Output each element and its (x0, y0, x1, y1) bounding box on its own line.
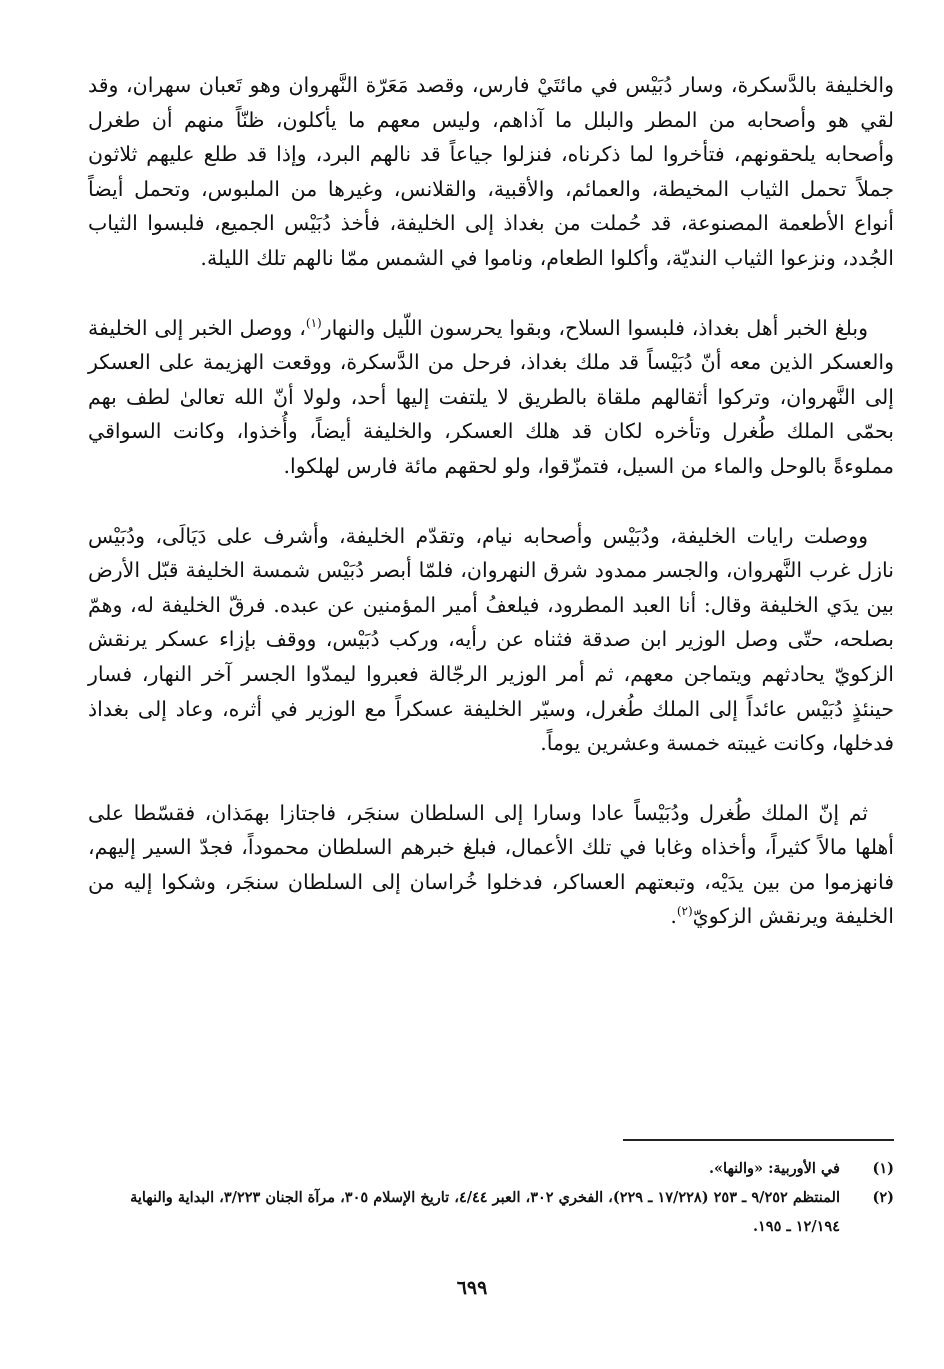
footnote-divider (623, 1139, 894, 1141)
footnote-text: المنتظم ٩/٢٥٢ ـ ٢٥٣ (١٧/٢٢٨ ـ ٢٢٩)، الفخري ٣٠٢، العبر ٤/٤٤، تاريخ الإسلام ٣٠٥، مرآة الجنان ٣/٢٢٣، البداية والنهاية ١٢/١٩٤ ـ ١٩٥. (130, 1189, 840, 1235)
paragraph-4-text-after: . (670, 904, 677, 929)
footnote-number: (١) (872, 1160, 894, 1177)
paragraph-2-text-before: وبلغ الخبر أهل بغداذ، فلبسوا السلاح، وبقوا يحرسون اللّيل والنهار (321, 315, 868, 340)
footnotes (88, 1154, 894, 1241)
paragraph-4 (88, 796, 894, 934)
main-text (88, 68, 894, 969)
footnote-number: (٢) (872, 1189, 894, 1206)
paragraph-4-text-before: ثم إنّ الملك طُغرل ودُبَيْساً عادا وسارا إلى السلطان سنجَر، فاجتازا بهمَذان، فقسّطا على أهلها مالاً كثيراً، وأخذاه وغابا في تلك الأعمال، فبلغ خبرهم السلطان محموداً، فجدّ السير إليهم، فانهزموا من بين يدَيْه، وتبعتهم العساكر، فدخلوا خُراسان إلى السلطان سنجَر، وشكوا إليه من الخليفة ويرنقش الزكويّ (88, 800, 894, 929)
footnote-ref-1: (١) (305, 315, 322, 330)
footnote-text: في الأوربية: «والنها». (708, 1160, 840, 1177)
footnote-2 (88, 1183, 894, 1241)
footnote-ref-2: (٢) (676, 904, 693, 919)
paragraph-2 (88, 311, 894, 484)
page-number: ٦٩٩ (456, 1277, 488, 1299)
paragraph-2-text-after: ، ووصل الخبر إلى الخليفة والعسكر الذين معه أنّ دُبَيْساً قد ملك بغداذ، فرحل من الدَّسكرة، ووقعت الهزيمة على العسكر إلى النَّهروان، وتركوا أثقالهم ملقاة بالطريق لا يلتفت إليها أحد، ولولا أنّ الله تعالىٰ لطف بهم بحمّى الملك طُغرل وتأخره لكان قد هلك العسكر، والخليفة أيضاً، وأُخذوا، وكانت السواقي مملوءةً بالوحل والماء من السيل، فتمزّقوا، ولو لحقهم مائة فارس لهلكوا. (88, 315, 894, 478)
paragraph-1: والخليفة بالدَّسكرة، وسار دُبَيْس في مائتَيْ فارس، وقصد مَعَرّة النَّهروان وهو تَعبان سهران، وقد لقي هو وأصحابه من المطر والبلل ما آذاهم، وليس معهم ما يأكلون، ظنّاً منهم أن طغرل وأصحابه يلحقونهم، فتأخروا لما ذكرناه، فنزلوا جياعاً قد نالهم البرد، وإذا قد طلع عليهم ثلاثون جملاً تحمل الثياب المخيطة، والعمائم، والأقبية، والقلانس، وغيرها من الملبوس، وتحمل أيضاً أنواع الأطعمة المصنوعة، قد حُملت من بغداذ إلى الخليفة، فأخذ دُبَيْس الجميع، فلبسوا الثياب الجُدد، ونزعوا الثياب النديّة، وأكلوا الطعام، وناموا في الشمس ممّا نالهم تلك الليلة. (88, 73, 894, 270)
paragraph-3: ووصلت رايات الخليفة، ودُبَيْس وأصحابه نيام، وتقدّم الخليفة، وأشرف على دَيَالَى، ودُبَيْس نازل غرب النَّهروان، والجسر ممدود شرق النهروان، فلمّا أبصر دُبَيْس شمسة الخليفة قبّل الأرض بين يدَي الخليفة وقال: أنا العبد المطرود، فيلعفُ أمير المؤمنين عن عبده. فرقّ الخليفة له، وهمّ بصلحه، حتّى وصل الوزير ابن صدقة فثناه عن رأيه، وركب دُبَيْس، ووقف بإزاء عسكر يرنقش الزكويّ يحادثهم ويتماجن معهم، ثم أمر الوزير الرجّالة فعبروا ليمدّوا الجسر آخر النهار، فسار حينئذٍ دُبَيْس عائداً إلى الملك طُغرل، وسيّر الخليفة عسكراً مع الوزير في أثره، وعاد إلى بغداذ فدخلها، وكانت غيبته خمسة وعشرين يوماً. (88, 523, 894, 756)
footnote-1 (88, 1154, 894, 1183)
